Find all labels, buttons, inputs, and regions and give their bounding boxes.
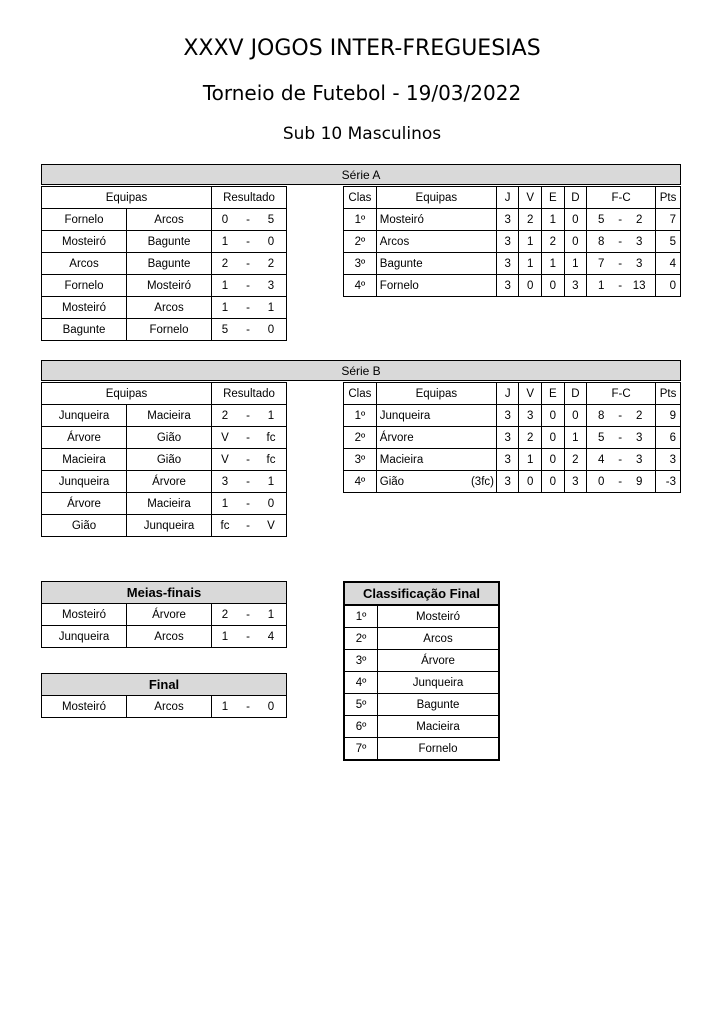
standings-row [344, 427, 681, 449]
standings-row [344, 275, 681, 297]
score-separator: - [246, 213, 250, 226]
ranking-position: 6º [344, 716, 378, 738]
home-score: V [221, 453, 229, 466]
ranking-row [344, 650, 499, 672]
team-name: Fornelo [379, 279, 419, 292]
goals-for: 7 [597, 257, 605, 270]
goals-for: 1 [597, 279, 605, 292]
ranking-team: Junqueira [378, 672, 500, 694]
team-cell [376, 253, 496, 275]
stat-e: 0 [542, 405, 565, 427]
goals-for-against [587, 275, 656, 297]
score-separator: - [246, 279, 250, 292]
team-cell [376, 209, 496, 231]
serie-a-standings-table [343, 186, 681, 297]
away-score: 1 [267, 608, 275, 621]
home-score: 2 [221, 409, 229, 422]
score-separator: - [246, 700, 250, 713]
goals-for-against [587, 427, 656, 449]
home-team: Mosteiró [42, 297, 127, 319]
goals-for: 8 [597, 235, 605, 248]
game-row [42, 604, 287, 626]
stat-v: 1 [519, 449, 542, 471]
away-score: 1 [267, 475, 275, 488]
home-team: Junqueira [42, 626, 127, 648]
stat-e: 0 [542, 471, 565, 493]
stat-j: 3 [496, 275, 519, 297]
away-team: Arcos [127, 209, 212, 231]
points: 7 [656, 209, 681, 231]
home-score: 0 [221, 213, 229, 226]
stat-e: 0 [542, 427, 565, 449]
goals-separator: - [618, 431, 623, 444]
goals-for-against [587, 449, 656, 471]
goals-against: 13 [632, 279, 646, 292]
category-title: Sub 10 Masculinos [282, 124, 442, 144]
stat-j: 3 [496, 449, 519, 471]
header-equipas: Equipas [376, 383, 496, 405]
page-title: XXXV JOGOS INTER-FREGUESIAS [183, 36, 541, 61]
standings-row [344, 231, 681, 253]
goals-against: 9 [635, 475, 643, 488]
team-name: Arcos [379, 235, 410, 248]
game-row [42, 231, 287, 253]
goals-separator: - [618, 409, 623, 422]
points: 5 [656, 231, 681, 253]
ranking-row [344, 738, 499, 761]
final-ranking-table [343, 581, 500, 761]
team-cell [376, 231, 496, 253]
team-name: Mosteiró [379, 213, 424, 226]
header-e: E [542, 383, 565, 405]
home-score: 1 [221, 301, 229, 314]
header-equipas: Equipas [42, 383, 212, 405]
home-score: 2 [221, 608, 229, 621]
stat-j: 3 [496, 427, 519, 449]
position: 1º [344, 405, 377, 427]
goals-against: 3 [635, 235, 643, 248]
ranking-team: Árvore [378, 650, 500, 672]
points: 9 [656, 405, 681, 427]
away-score: 0 [267, 323, 275, 336]
game-row [42, 696, 287, 718]
game-row [42, 493, 287, 515]
header-equipas: Equipas [42, 187, 212, 209]
serie-a-games-table [41, 186, 287, 341]
away-score: 1 [267, 409, 275, 422]
stat-d: 0 [564, 231, 587, 253]
home-score: V [221, 431, 229, 444]
home-team: Bagunte [42, 319, 127, 341]
ranking-position: 4º [344, 672, 378, 694]
away-team: Arcos [127, 297, 212, 319]
position: 2º [344, 231, 377, 253]
goals-for: 5 [597, 213, 605, 226]
ranking-row [344, 672, 499, 694]
result [212, 449, 287, 471]
ranking-team: Macieira [378, 716, 500, 738]
goals-against: 3 [635, 257, 643, 270]
home-team: Gião [42, 515, 127, 537]
position: 4º [344, 471, 377, 493]
standings-row [344, 405, 681, 427]
home-score: 1 [221, 279, 229, 292]
stat-e: 0 [542, 449, 565, 471]
ranking-team: Bagunte [378, 694, 500, 716]
goals-against: 3 [635, 453, 643, 466]
away-team: Macieira [127, 493, 212, 515]
team-cell [376, 427, 496, 449]
stat-d: 2 [564, 449, 587, 471]
team-cell [376, 471, 496, 493]
away-team: Fornelo [127, 319, 212, 341]
position: 3º [344, 449, 377, 471]
result [212, 493, 287, 515]
points: 3 [656, 449, 681, 471]
away-score: 2 [267, 257, 275, 270]
team-cell [376, 275, 496, 297]
header-clas: Clas [344, 383, 377, 405]
result [212, 696, 287, 718]
team-name: Bagunte [379, 257, 423, 270]
stat-d: 3 [564, 471, 587, 493]
game-row [42, 626, 287, 648]
away-score: 0 [267, 497, 275, 510]
score-separator: - [246, 323, 250, 336]
result [212, 275, 287, 297]
result [212, 604, 287, 626]
stat-e: 2 [541, 231, 564, 253]
semifinals-table [41, 581, 287, 648]
game-row [42, 449, 287, 471]
ranking-position: 2º [344, 628, 378, 650]
stat-j: 3 [496, 209, 519, 231]
header-j: J [496, 383, 519, 405]
home-score: 5 [221, 323, 229, 336]
header-d: D [564, 187, 587, 209]
header-resultado: Resultado [212, 383, 287, 405]
home-score: 1 [221, 700, 229, 713]
ranking-team: Mosteiró [378, 605, 500, 628]
stat-j: 3 [496, 471, 519, 493]
home-score: 1 [221, 235, 229, 248]
team-name: Árvore [379, 431, 414, 444]
goals-for-against [587, 253, 656, 275]
away-score: 1 [267, 301, 275, 314]
goals-separator: - [618, 453, 623, 466]
away-team: Arcos [127, 696, 212, 718]
away-team: Gião [127, 449, 212, 471]
game-row [42, 427, 287, 449]
score-separator: - [246, 409, 250, 422]
goals-for: 8 [597, 409, 605, 422]
goals-against: 2 [635, 213, 643, 226]
stat-j: 3 [496, 231, 519, 253]
header-v: V [519, 383, 542, 405]
home-team: Fornelo [42, 209, 127, 231]
team-name: Macieira [379, 453, 424, 466]
serie-a-title: Série A [41, 164, 681, 185]
away-team: Árvore [127, 471, 212, 493]
game-row [42, 253, 287, 275]
result [212, 319, 287, 341]
away-score: 3 [267, 279, 275, 292]
points: 6 [656, 427, 681, 449]
goals-separator: - [618, 257, 623, 270]
away-team: Junqueira [127, 515, 212, 537]
away-score: 0 [267, 235, 275, 248]
standings-row [344, 449, 681, 471]
position: 3º [344, 253, 377, 275]
header-pts: Pts [656, 383, 681, 405]
header-resultado: Resultado [212, 187, 287, 209]
stat-v: 3 [519, 405, 542, 427]
stat-d: 3 [564, 275, 587, 297]
ranking-position: 5º [344, 694, 378, 716]
away-team: Mosteiró [127, 275, 212, 297]
stat-d: 0 [564, 405, 587, 427]
home-team: Mosteiró [42, 604, 127, 626]
result [212, 297, 287, 319]
header-d: D [564, 383, 587, 405]
serie-b-title: Série B [41, 360, 681, 381]
goals-for-against [587, 209, 656, 231]
game-row [42, 515, 287, 537]
score-separator: - [246, 301, 250, 314]
ranking-row [344, 605, 499, 628]
ranking-row [344, 716, 499, 738]
result [212, 405, 287, 427]
result [212, 209, 287, 231]
stat-d: 1 [564, 253, 587, 275]
goals-separator: - [618, 213, 623, 226]
stat-j: 3 [496, 253, 519, 275]
stat-d: 0 [564, 209, 587, 231]
home-score: fc [220, 519, 230, 532]
result [212, 231, 287, 253]
goals-for-against [587, 231, 656, 253]
ranking-team: Arcos [378, 628, 500, 650]
away-team: Bagunte [127, 231, 212, 253]
away-team: Bagunte [127, 253, 212, 275]
result [212, 253, 287, 275]
goals-against: 3 [635, 431, 643, 444]
score-separator: - [246, 519, 250, 532]
position: 4º [344, 275, 377, 297]
team-note: (3fc) [470, 475, 494, 488]
away-team: Gião [127, 427, 212, 449]
ranking-position: 1º [344, 605, 378, 628]
serie-b-standings-table [343, 382, 681, 493]
game-row [42, 275, 287, 297]
team-name: Gião [379, 475, 405, 488]
final-table [41, 673, 287, 718]
away-team: Macieira [127, 405, 212, 427]
header-clas: Clas [344, 187, 377, 209]
game-row [42, 405, 287, 427]
stat-v: 1 [519, 231, 542, 253]
ranking-title: Classificação Final [344, 582, 499, 605]
score-separator: - [246, 257, 250, 270]
ranking-position: 7º [344, 738, 378, 761]
serie-b-games-table [41, 382, 287, 537]
goals-for-against [587, 471, 656, 493]
stat-v: 2 [519, 209, 542, 231]
away-score: fc [266, 453, 276, 466]
home-score: 1 [221, 497, 229, 510]
stat-v: 0 [519, 275, 542, 297]
stat-d: 1 [564, 427, 587, 449]
stat-j: 3 [496, 405, 519, 427]
standings-row [344, 209, 681, 231]
away-score: 5 [267, 213, 275, 226]
away-score: 0 [267, 700, 275, 713]
away-score: V [267, 519, 275, 532]
stat-v: 0 [519, 471, 542, 493]
header-fc: F-C [587, 383, 656, 405]
points: -3 [656, 471, 681, 493]
section-title: Final [42, 674, 287, 696]
position: 2º [344, 427, 377, 449]
score-separator: - [246, 630, 250, 643]
away-score: fc [266, 431, 276, 444]
stat-v: 2 [519, 427, 542, 449]
score-separator: - [246, 497, 250, 510]
score-separator: - [246, 431, 250, 444]
ranking-position: 3º [344, 650, 378, 672]
home-team: Fornelo [42, 275, 127, 297]
ranking-row [344, 628, 499, 650]
header-pts: Pts [656, 187, 681, 209]
standings-row [344, 253, 681, 275]
score-separator: - [246, 475, 250, 488]
home-score: 3 [221, 475, 229, 488]
score-separator: - [246, 608, 250, 621]
header-equipas: Equipas [376, 187, 496, 209]
result [212, 471, 287, 493]
goals-separator: - [618, 475, 623, 488]
away-score: 4 [267, 630, 275, 643]
header-j: J [496, 187, 519, 209]
home-score: 1 [221, 630, 229, 643]
goals-against: 2 [635, 409, 643, 422]
points: 0 [656, 275, 681, 297]
stat-e: 1 [541, 253, 564, 275]
team-cell [376, 405, 496, 427]
stat-e: 1 [541, 209, 564, 231]
goals-for: 0 [597, 475, 605, 488]
result [212, 626, 287, 648]
home-team: Junqueira [42, 471, 127, 493]
home-team: Mosteiró [42, 696, 127, 718]
game-row [42, 297, 287, 319]
home-score: 2 [221, 257, 229, 270]
game-row [42, 471, 287, 493]
result [212, 427, 287, 449]
game-row [42, 319, 287, 341]
section-title: Meias-finais [42, 582, 287, 604]
goals-separator: - [618, 235, 623, 248]
team-name: Junqueira [379, 409, 431, 422]
header-v: V [519, 187, 542, 209]
home-team: Macieira [42, 449, 127, 471]
result [212, 515, 287, 537]
header-e: E [541, 187, 564, 209]
home-team: Árvore [42, 427, 127, 449]
goals-separator: - [618, 279, 623, 292]
ranking-row [344, 694, 499, 716]
away-team: Árvore [127, 604, 212, 626]
position: 1º [344, 209, 377, 231]
home-team: Arcos [42, 253, 127, 275]
points: 4 [656, 253, 681, 275]
stat-e: 0 [541, 275, 564, 297]
goals-for: 4 [597, 453, 605, 466]
home-team: Mosteiró [42, 231, 127, 253]
goals-for-against [587, 405, 656, 427]
home-team: Árvore [42, 493, 127, 515]
home-team: Junqueira [42, 405, 127, 427]
page-subtitle: Torneio de Futebol - 19/03/2022 [202, 81, 522, 105]
team-cell [376, 449, 496, 471]
stat-v: 1 [519, 253, 542, 275]
score-separator: - [246, 235, 250, 248]
score-separator: - [246, 453, 250, 466]
header-fc: F-C [587, 187, 656, 209]
standings-row [344, 471, 681, 493]
away-team: Arcos [127, 626, 212, 648]
game-row [42, 209, 287, 231]
goals-for: 5 [597, 431, 605, 444]
ranking-team: Fornelo [378, 738, 500, 761]
